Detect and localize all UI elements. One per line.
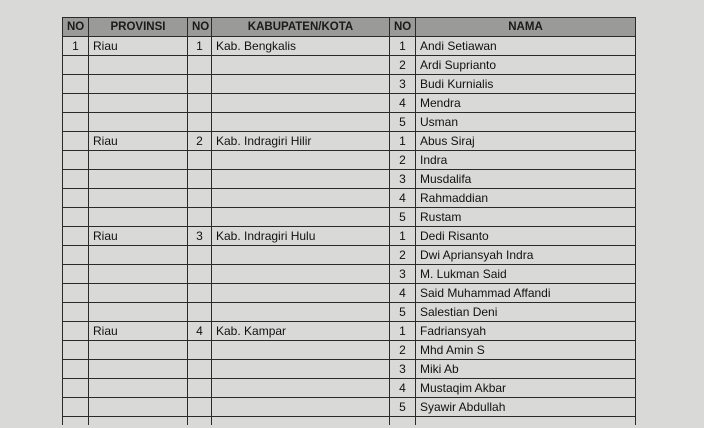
cell-nama: Abus Siraj [416, 132, 636, 151]
cell-no-provinsi [63, 398, 89, 417]
cell-no-kabupaten [188, 360, 212, 379]
cell-nama: Mustaqim Akbar [416, 379, 636, 398]
header-provinsi: PROVINSI [89, 18, 188, 37]
cell-no-kabupaten [188, 170, 212, 189]
cell-kabupaten-kota [212, 94, 390, 113]
table-row [63, 94, 636, 113]
table-row [63, 75, 636, 94]
cell-no-provinsi [63, 417, 89, 425]
cell-no-nama: 5 [390, 113, 416, 132]
cell-no-nama: 4 [390, 189, 416, 208]
cell-no-kabupaten [188, 56, 212, 75]
cell-nama: Andi Setiawan [416, 37, 636, 56]
cell-no-provinsi [63, 322, 89, 341]
cell-no-nama: 3 [390, 170, 416, 189]
cell-nama: Mhd Amin S [416, 341, 636, 360]
cell-kabupaten-kota [212, 189, 390, 208]
cell-provinsi [89, 246, 188, 265]
table-row [63, 341, 636, 360]
cell-provinsi [89, 265, 188, 284]
cell-nama: M. Lukman Said [416, 265, 636, 284]
cell-no-provinsi [63, 360, 89, 379]
cell-no-kabupaten [188, 75, 212, 94]
table-row [63, 170, 636, 189]
cell-nama: Said Muhammad Affandi [416, 284, 636, 303]
cell-nama: Miki Ab [416, 360, 636, 379]
table-row [63, 37, 636, 56]
cell-nama: Musdalifa [416, 170, 636, 189]
cell-nama: Mendra [416, 94, 636, 113]
cell-no-nama: 1 [390, 37, 416, 56]
cell-provinsi [89, 170, 188, 189]
table-row [63, 284, 636, 303]
cell-no-kabupaten: 4 [188, 322, 212, 341]
cell-no-kabupaten: 3 [188, 227, 212, 246]
cell-provinsi [89, 113, 188, 132]
cell-no-nama: 3 [390, 265, 416, 284]
cell-no-provinsi [63, 75, 89, 94]
cell-no-kabupaten [188, 189, 212, 208]
cell-kabupaten-kota [212, 265, 390, 284]
cell-kabupaten-kota [212, 417, 390, 425]
table-row [63, 208, 636, 227]
cell-nama [416, 417, 636, 425]
cell-provinsi: Riau [89, 322, 188, 341]
cell-no-provinsi [63, 132, 89, 151]
table-row [63, 322, 636, 341]
cell-nama: Dwi Apriansyah Indra [416, 246, 636, 265]
cell-no-kabupaten [188, 379, 212, 398]
cell-no-nama: 5 [390, 208, 416, 227]
cell-nama: Ardi Suprianto [416, 56, 636, 75]
cell-no-provinsi [63, 246, 89, 265]
cell-nama: Indra [416, 151, 636, 170]
cell-nama: Rustam [416, 208, 636, 227]
cell-provinsi [89, 208, 188, 227]
cell-kabupaten-kota [212, 398, 390, 417]
table-row [63, 265, 636, 284]
cell-provinsi [89, 417, 188, 425]
cell-kabupaten-kota [212, 246, 390, 265]
cell-nama: Dedi Risanto [416, 227, 636, 246]
cell-nama: Syawir Abdullah [416, 398, 636, 417]
cell-no-kabupaten [188, 208, 212, 227]
cell-kabupaten-kota [212, 75, 390, 94]
table-row [63, 56, 636, 75]
cell-no-provinsi [63, 303, 89, 322]
cell-provinsi [89, 303, 188, 322]
cell-no-kabupaten [188, 341, 212, 360]
header-no-provinsi: NO [63, 18, 89, 37]
table-row [63, 246, 636, 265]
cell-kabupaten-kota [212, 379, 390, 398]
cell-no-kabupaten: 2 [188, 132, 212, 151]
cell-no-provinsi [63, 341, 89, 360]
cell-no-nama: 2 [390, 246, 416, 265]
cell-no-nama: 4 [390, 284, 416, 303]
cell-provinsi [89, 341, 188, 360]
cell-no-provinsi [63, 189, 89, 208]
cell-provinsi [89, 151, 188, 170]
cell-no-nama: 3 [390, 360, 416, 379]
cell-kabupaten-kota [212, 341, 390, 360]
cell-kabupaten-kota [212, 208, 390, 227]
cell-no-nama: 4 [390, 94, 416, 113]
cell-no-provinsi [63, 379, 89, 398]
cell-nama: Usman [416, 113, 636, 132]
cell-provinsi [89, 56, 188, 75]
cell-kabupaten-kota [212, 170, 390, 189]
table-body [63, 37, 636, 425]
cell-nama: Salestian Deni [416, 303, 636, 322]
table-row [63, 113, 636, 132]
cell-provinsi [89, 398, 188, 417]
cell-no-provinsi [63, 113, 89, 132]
cell-provinsi [89, 360, 188, 379]
cell-nama: Fadriansyah [416, 322, 636, 341]
cell-kabupaten-kota: Kab. Bengkalis [212, 37, 390, 56]
cell-no-kabupaten [188, 284, 212, 303]
cell-provinsi [89, 94, 188, 113]
table-row [63, 151, 636, 170]
cell-no-provinsi: 1 [63, 37, 89, 56]
cell-no-kabupaten [188, 113, 212, 132]
cell-no-kabupaten [188, 303, 212, 322]
cell-no-kabupaten [188, 398, 212, 417]
header-kabupaten-kota: KABUPATEN/KOTA [212, 18, 390, 37]
table-header-row [63, 18, 636, 37]
cell-no-nama: 4 [390, 379, 416, 398]
header-nama: NAMA [416, 18, 636, 37]
cell-no-provinsi [63, 284, 89, 303]
cell-kabupaten-kota: Kab. Indragiri Hulu [212, 227, 390, 246]
cell-provinsi: Riau [89, 132, 188, 151]
cell-kabupaten-kota: Kab. Indragiri Hilir [212, 132, 390, 151]
table-row-cutoff [63, 417, 636, 425]
header-no-nama: NO [390, 18, 416, 37]
cell-no-provinsi [63, 265, 89, 284]
cell-no-kabupaten [188, 94, 212, 113]
cell-no-provinsi [63, 227, 89, 246]
cell-kabupaten-kota [212, 151, 390, 170]
table-row [63, 189, 636, 208]
cell-no-kabupaten [188, 265, 212, 284]
cell-no-nama: 2 [390, 341, 416, 360]
cell-no-nama: 2 [390, 151, 416, 170]
table-row [63, 227, 636, 246]
cell-no-nama [390, 417, 416, 425]
cell-no-kabupaten: 1 [188, 37, 212, 56]
cell-provinsi [89, 189, 188, 208]
table-row [63, 360, 636, 379]
cell-no-provinsi [63, 94, 89, 113]
cell-provinsi: Riau [89, 37, 188, 56]
cell-kabupaten-kota [212, 303, 390, 322]
cell-no-kabupaten [188, 417, 212, 425]
cell-kabupaten-kota [212, 284, 390, 303]
cell-provinsi: Riau [89, 227, 188, 246]
table-row [63, 303, 636, 322]
cell-nama: Rahmaddian [416, 189, 636, 208]
cell-no-provinsi [63, 151, 89, 170]
table-row [63, 132, 636, 151]
table-row [63, 398, 636, 417]
cell-no-nama: 1 [390, 132, 416, 151]
cell-no-nama: 5 [390, 303, 416, 322]
cell-no-provinsi [63, 56, 89, 75]
cell-no-nama: 3 [390, 75, 416, 94]
cell-no-nama: 1 [390, 322, 416, 341]
cell-kabupaten-kota [212, 360, 390, 379]
cell-provinsi [89, 75, 188, 94]
cell-no-kabupaten [188, 151, 212, 170]
table-row [63, 379, 636, 398]
cell-no-nama: 1 [390, 227, 416, 246]
cell-no-provinsi [63, 208, 89, 227]
cell-kabupaten-kota [212, 56, 390, 75]
header-no-kabupaten: NO [188, 18, 212, 37]
cell-no-nama: 5 [390, 398, 416, 417]
cell-kabupaten-kota: Kab. Kampar [212, 322, 390, 341]
participants-table [62, 17, 636, 425]
cell-no-provinsi [63, 170, 89, 189]
cell-nama: Budi Kurnialis [416, 75, 636, 94]
cell-kabupaten-kota [212, 113, 390, 132]
cell-provinsi [89, 379, 188, 398]
cell-provinsi [89, 284, 188, 303]
cell-no-kabupaten [188, 246, 212, 265]
cell-no-nama: 2 [390, 56, 416, 75]
